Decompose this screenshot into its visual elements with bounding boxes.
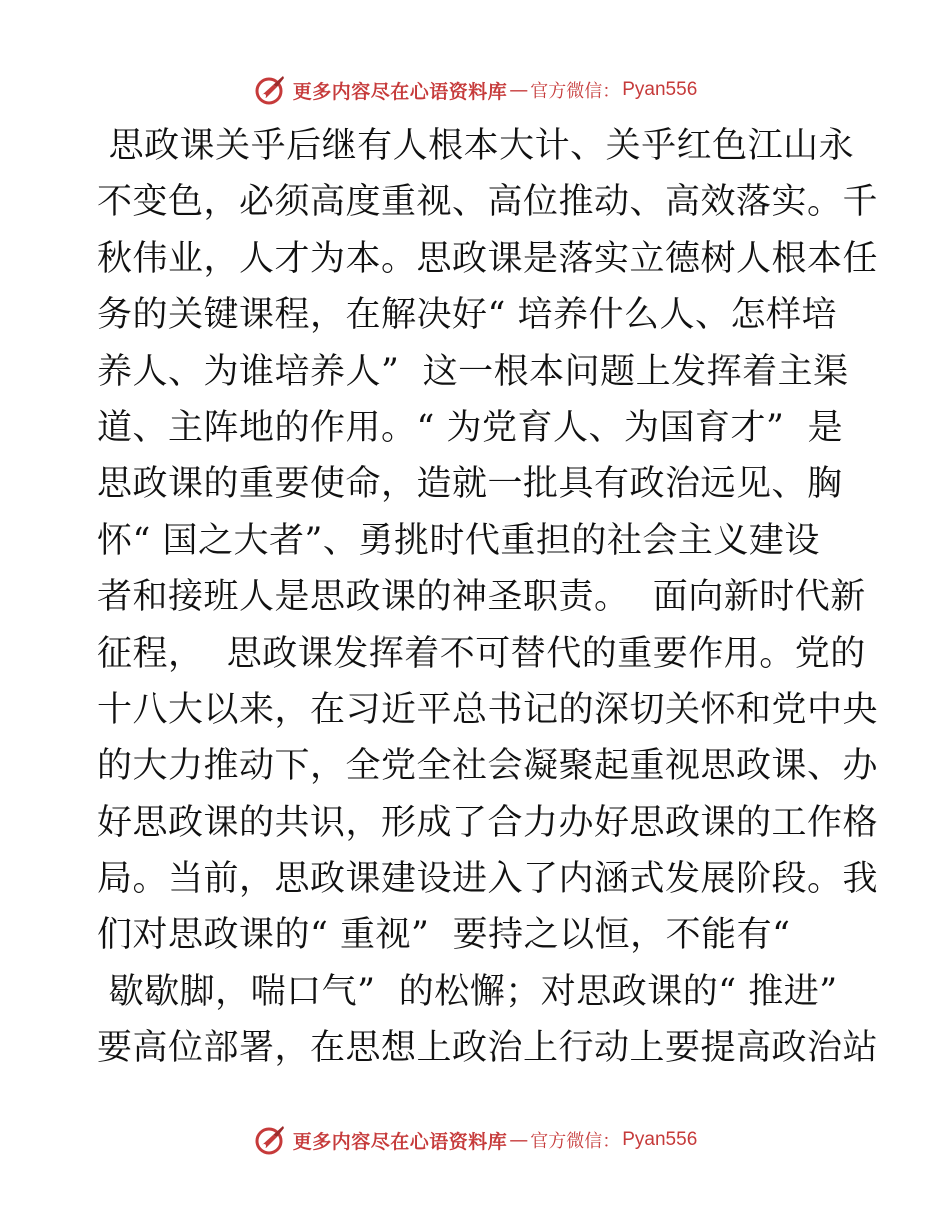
banner-wechat-label: 官方微信：	[530, 1131, 621, 1152]
banner-brand-text: 更多内容尽在心语资料库	[292, 80, 508, 103]
body-line: 思政课关乎后继有人根本大计、关乎红色江山永	[97, 126, 855, 166]
body-line: 思政课的重要使命，造就一批具有政治远见、胸	[97, 464, 843, 505]
body-line: 者和接班人是思政课的神圣职责。 面向新时代新	[97, 577, 866, 618]
footer-banner	[0, 1122, 950, 1158]
body-line: 务的关键课程，在解决好“ 培养什么人、怎样培	[97, 295, 838, 336]
body-line: 道、主阵地的作用。“ 为党育人、为国育才” 是	[97, 407, 844, 448]
body-line: 征程， 思政课发挥着不可替代的重要作用。党的	[97, 633, 866, 674]
body-line: 好思政课的共识，形成了合力办好思政课的工作格	[97, 802, 879, 843]
body-line: 怀“ 国之大者”、勇挑时代重担的社会主义建设	[97, 520, 820, 561]
body-line: 们对思政课的“ 重视” 要持之以恒，不能有“	[97, 915, 791, 956]
banner-wechat-id: Pyan556	[622, 1129, 698, 1150]
document-body	[97, 118, 879, 1077]
body-line: 歇歇脚，喘口气” 的松懈；对思政课的“ 推进”	[97, 971, 838, 1012]
banner-brand-text: 更多内容尽在心语资料库	[292, 1130, 508, 1153]
body-line: 秋伟业，人才为本。思政课是落实立德树人根本任	[97, 238, 879, 279]
banner-wechat-id: Pyan556	[622, 79, 698, 100]
banner-wechat-label: 官方微信：	[530, 81, 621, 102]
banner-separator: —	[509, 1129, 529, 1151]
body-line: 局。当前，思政课建设进入了内涵式发展阶段。我	[97, 859, 879, 900]
banner-separator: —	[509, 79, 529, 101]
body-line: 十八大以来，在习近平总书记的深切关怀和党中央	[97, 689, 879, 730]
body-line: 的大力推动下，全党全社会凝聚起重视思政课、办	[97, 746, 879, 787]
quill-pen-logo-icon	[253, 73, 287, 107]
quill-pen-logo-icon	[253, 1123, 287, 1157]
body-line: 要高位部署，在思想上政治上行动上要提高政治站	[97, 1028, 879, 1069]
body-line: 养人、为谁培养人” 这一根本问题上发挥着主渠	[97, 351, 849, 392]
body-line: 不变色，必须高度重视、高位推动、高效落实。千	[97, 182, 879, 223]
header-banner	[0, 72, 950, 108]
